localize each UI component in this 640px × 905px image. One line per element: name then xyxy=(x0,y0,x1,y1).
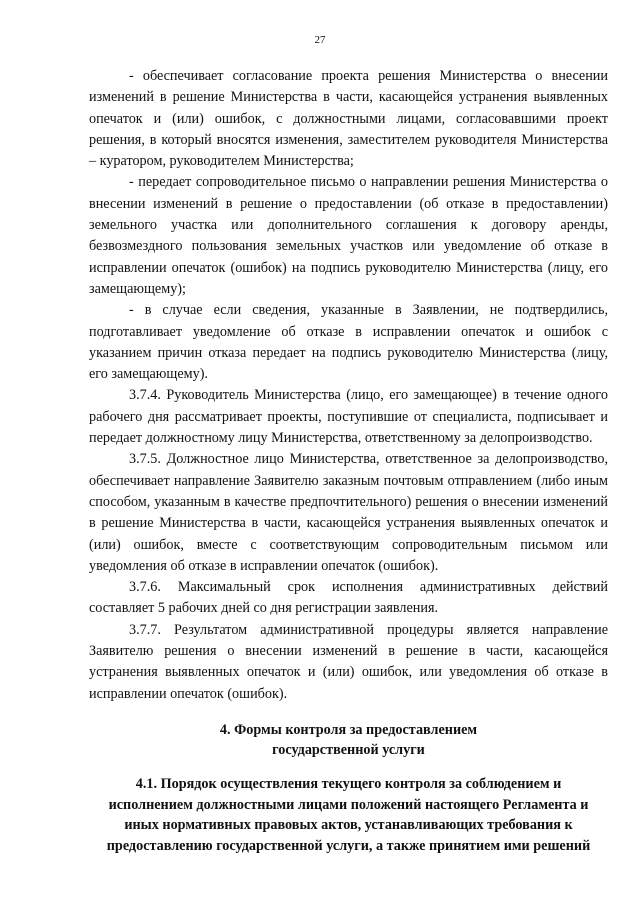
page-number: 27 xyxy=(314,34,326,46)
paragraph: 3.7.7. Результатом административной процедуры является направление Заявителю решения о внесении изменений в решение в части, касающейся устранения выявленных опечаток и (или) ошибок, или уведомления об отказе в исправлении опечаток (ошибок). xyxy=(89,621,608,702)
paragraph: 3.7.5. Должностное лицо Министерства, ответственное за делопроизводство, обеспечивает направление Заявителю заказным почтовым отправлением (либо иным способом, указанным в качестве предпочтительного) решения о внесении изменений в решение Министерства в части, касающейся устранения выявленных опечаток и (или) ошибок, вместе с соответствующим сопроводительным письмом или уведомления об отказе в исправлении опечаток (ошибок). xyxy=(89,451,608,574)
paragraph: - передает сопроводительное письмо о направлении решения Министерства о внесении изменений в решение о предоставлении (об отказе в предоставлении) земельного участка или дополнительного соглашения к договору аренды, безвозмездного пользования земельных участков или уведомление об отказе в исправлении опечаток (ошибок) на подпись руководителю Министерства (лицу, его замещающему); xyxy=(89,174,608,297)
paragraph: - в случае если сведения, указанные в Заявлении, не подтвердились, подготавливает уведомление об отказе в исправлении опечаток и ошибок с указанием причин отказа передает на подпись руководителю Министерства (лицу, его замещающему). xyxy=(89,302,608,383)
subsection-heading-line: предоставлению государственной услуги, а также принятием ими решений xyxy=(106,837,591,854)
subsection-heading xyxy=(89,774,608,856)
subsection-heading-line: 4.1. Порядок осуществления текущего контроля за соблюдением и xyxy=(135,776,562,792)
document-body xyxy=(89,66,608,705)
subsection-heading-line: исполнением должностными лицами положений настоящего Регламента и xyxy=(108,796,589,813)
section-heading-line: государственной услуги xyxy=(272,742,425,758)
paragraph: - обеспечивает согласование проекта решения Министерства о внесении изменений в решение Министерства в части, касающейся устранения выявленных опечаток и (или) ошибок, с должностными лицами, согласовавшими проект решения, в который вносятся изменения, заместителем руководителя Министерства – куратором, руководителем Министерства; xyxy=(89,68,608,170)
paragraph: 3.7.6. Максимальный срок исполнения административных действий составляет 5 рабочих дней со дня регистрации заявления. xyxy=(89,579,608,617)
section-heading xyxy=(89,720,608,760)
subsection-heading-line: иных нормативных правовых актов, устанавливающих требования к xyxy=(124,817,573,833)
paragraph: 3.7.4. Руководитель Министерства (лицо, его замещающее) в течение одного рабочего дня рассматривает проекты, поступившие от специалиста, подписывает и передает должностному лицу Министерства, ответственному за делопроизводство. xyxy=(89,387,608,447)
section-heading-line: 4. Формы контроля за предоставлением xyxy=(219,722,478,738)
